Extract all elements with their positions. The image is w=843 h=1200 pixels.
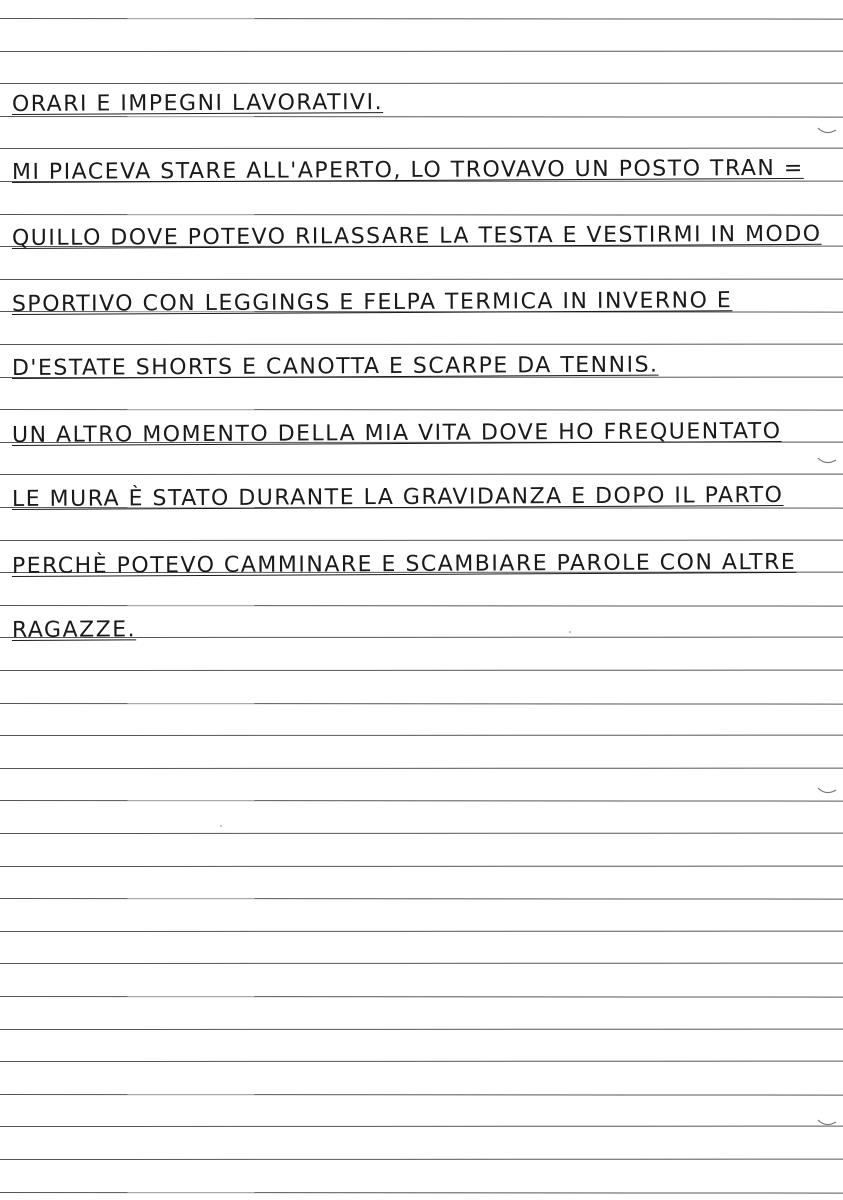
- handwritten-line: UN ALTRO MOMENTO DELLA MIA VITA DOVE HO FREQUENTATO: [11, 418, 782, 448]
- ruled-line: [0, 704, 843, 705]
- binder-hole-mark: [818, 1120, 836, 1125]
- ruled-line: [0, 19, 843, 20]
- ruled-line: [0, 1193, 843, 1194]
- ruled-line: [0, 117, 843, 118]
- handwritten-line: ORARI E IMPEGNI LAVORATIVI.: [11, 90, 384, 117]
- handwritten-line: D'ESTATE SHORTS E CANOTTA E SCARPE DA TENNIS.: [11, 352, 659, 381]
- handwritten-line: PERCHÈ POTEVO CAMMINARE E SCAMBIARE PAROLE CON ALTRE: [11, 549, 797, 579]
- handwritten-line: LE MURA È STATO DURANTE LA GRAVIDANZA E DOPO IL PARTO: [11, 482, 784, 512]
- binder-hole-mark: [818, 788, 836, 793]
- ruled-line: [0, 997, 843, 998]
- handwritten-line: QUILLO DOVE POTEVO RILASSARE LA TESTA E VESTIRMI IN MODO: [11, 221, 822, 251]
- handwritten-line: MI PIACEVA STARE ALL'APERTO, LO TROVAVO UN POSTO TRAN =: [11, 155, 804, 185]
- binder-hole-mark: [818, 128, 836, 133]
- ruled-line: [0, 1095, 843, 1096]
- handwritten-line: SPORTIVO CON LEGGINGS E FELPA TERMICA IN INVERNO E: [11, 288, 733, 317]
- ruled-line: [0, 410, 843, 411]
- ruled-line: [0, 899, 843, 900]
- ruled-line: [0, 215, 843, 216]
- handwritten-line: RAGAZZE.: [11, 617, 137, 643]
- ruled-line: [0, 606, 843, 607]
- ruled-line: [0, 801, 843, 802]
- binder-hole-mark: [818, 458, 836, 463]
